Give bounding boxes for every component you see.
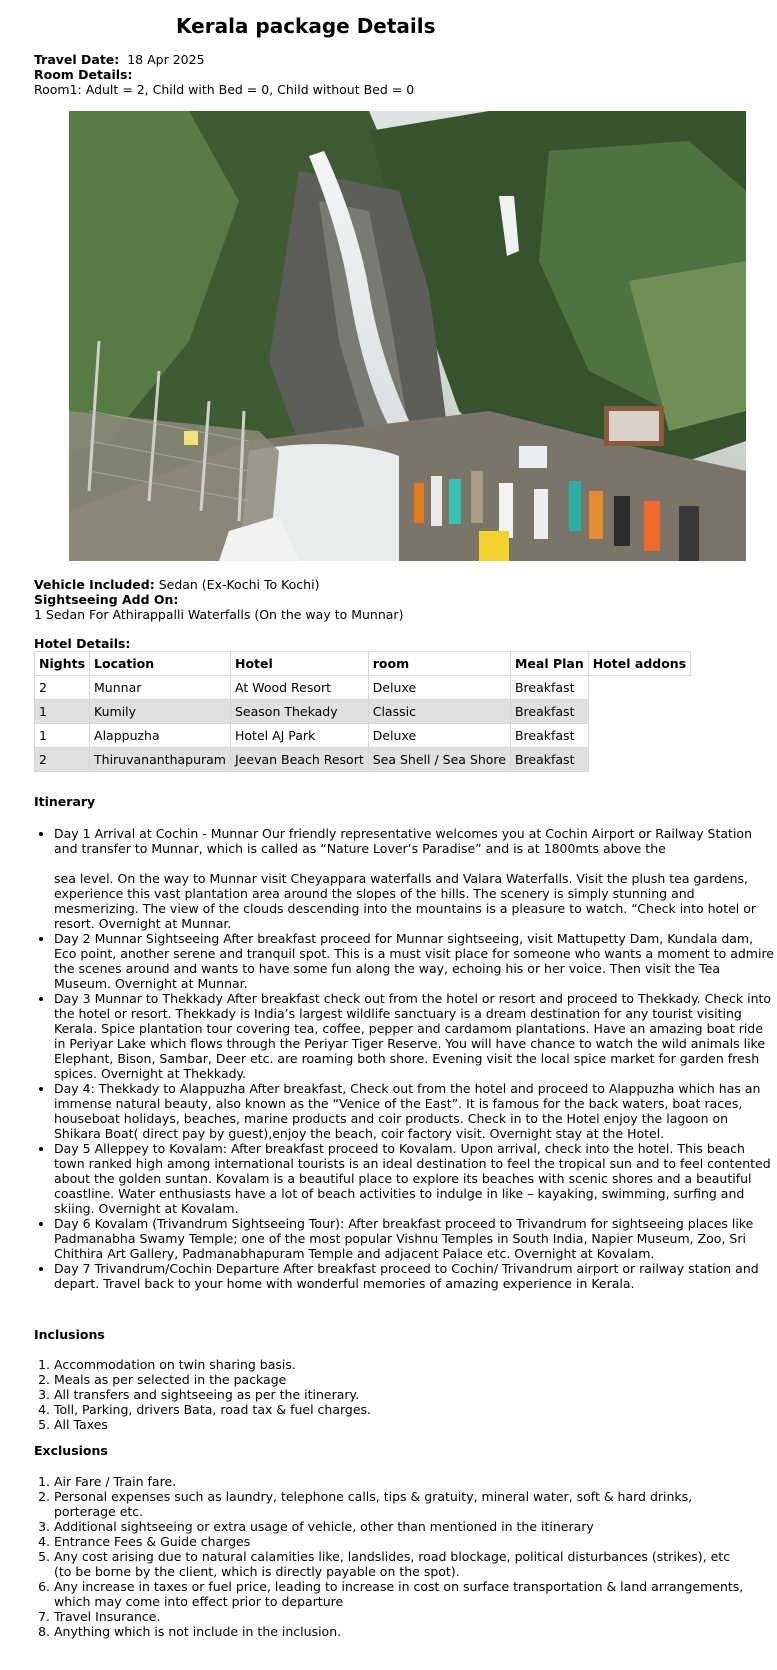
list-item: 2. Personal expenses such as laundry, telephone calls, tips & gratuity, mineral water, soft & hard drinks, porterage etc. [54, 1489, 744, 1519]
table-cell: Breakfast [510, 724, 588, 748]
list-item: • Day 3 Munnar to Thekkady After breakfast check out from the hotel or resort and proceed to Thekkady. Check into the hotel or resort. Thekkady is India’s largest wildlife sanctuary is a dream destination for any tourist visiting Kerala. Spice plantation tour covering tea, coffee, pepper and cardamom plantations. Have an amazing boat ride in Periyar Lake which flows through the Periyar Tiger Reserve. You will have chance to watch the wild animals like Elephant, Bison, Sambar, Deer etc. are roaming both shore. Evening visit the local spice market for garden fresh spices. Overnight at Thekkady. [54, 991, 774, 1081]
list-item: 6. Any increase in taxes or fuel price, leading to increase in cost on surface transportation & land arrangements, which may come into effect prior to departure [54, 1579, 744, 1609]
list-item: • Day 2 Munnar Sightseeing After breakfast proceed for Munnar sightseeing, visit Mattupetty Dam, Kundala dam, Eco point, another serene and tranquil spot. This is a must visit place for someone who wants a moment to admire the scenes around and wants to have some fun along the way, echoing his or her voice. Then visit the Tea Museum. Overnight at Munnar. [54, 931, 774, 991]
itinerary-list [34, 826, 774, 1291]
table-cell [588, 700, 690, 724]
table-cell: Jeevan Beach Resort [231, 748, 369, 772]
list-item: 1. Accommodation on twin sharing basis. [54, 1357, 744, 1372]
hotel-table [34, 651, 691, 772]
table-cell: At Wood Resort [231, 676, 369, 700]
table-cell [588, 724, 690, 748]
table-cell: Breakfast [510, 748, 588, 772]
col-room: room [368, 652, 510, 676]
table-cell: Deluxe [368, 676, 510, 700]
list-item: 1. Air Fare / Train fare. [54, 1474, 744, 1489]
sightseeing-label: Sightseeing Add On: [34, 592, 179, 607]
inclusions-title: Inclusions [34, 1327, 105, 1342]
table-cell: Breakfast [510, 676, 588, 700]
list-item: • Day 7 Trivandrum/Cochin Departure After breakfast proceed to Cochin/ Trivandrum airport or railway station and depart. Travel back to your home with wonderful memories of amazing experience in Kerala. [54, 1261, 774, 1291]
vehicle-section [34, 577, 403, 622]
waterfall-photo [69, 111, 746, 561]
table-cell [588, 676, 690, 700]
list-item: • Day 4: Thekkady to Alappuzha After breakfast, Check out from the hotel and proceed to Alappuzha which has an immense natural beauty, also known as the “Venice of the East”. It is famous for the back waters, boat races, houseboat holidays, beaches, marine products and coir products. Check in to the Hotel enjoy the lagoon on Shikara Boat( direct pay by guest),enjoy the beach, coir factory visit. Overnight stay at the Hotel. [54, 1081, 774, 1141]
col-location: Location [90, 652, 231, 676]
room-details-value: Room1: Adult = 2, Child with Bed = 0, Child without Bed = 0 [34, 82, 415, 97]
table-cell: Classic [368, 700, 510, 724]
table-cell: Season Thekady [231, 700, 369, 724]
table-row [35, 700, 691, 724]
list-item: 4. Toll, Parking, drivers Bata, road tax & fuel charges. [54, 1402, 744, 1417]
list-item: • Day 5 Alleppey to Kovalam: After breakfast proceed to Kovalam. Upon arrival, check into the hotel. This beach town ranked high among international tourists is an ideal destination to feel the tropical sun and to feel contented about the golden suntan. Kovalam is a beautiful place to explore its beaches with scenic shores and a beautiful coastline. Water enthusiasts have a lot of beach activities to indulge in like – kayaking, swimming, surfing and skiing. Overnight at Kovalam. [54, 1141, 774, 1216]
table-cell: Deluxe [368, 724, 510, 748]
travel-date-value: 18 Apr 2025 [127, 52, 205, 67]
col-nights: Nights [35, 652, 90, 676]
table-cell: Breakfast [510, 700, 588, 724]
table-cell: Thiruvananthapuram [90, 748, 231, 772]
list-item: 2. Meals as per selected in the package [54, 1372, 744, 1387]
list-item: 3. Additional sightseeing or extra usage of vehicle, other than mentioned in the itinerary [54, 1519, 744, 1534]
travel-date-line [34, 52, 414, 67]
table-cell: Hotel AJ Park [231, 724, 369, 748]
list-item: 4. Entrance Fees & Guide charges [54, 1534, 744, 1549]
table-row [35, 748, 691, 772]
table-cell [588, 748, 690, 772]
itinerary-day-1-part-1: Day 1 Arrival at Cochin - Munnar Our friendly representative welcomes you at Cochin Airport or Railway Station and transfer to Munnar, which is called as “Nature Lover’s Paradise” and is at 1800mts above the [54, 826, 752, 856]
table-cell: 1 [35, 724, 90, 748]
table-cell: Munnar [90, 676, 231, 700]
table-cell: Kumily [90, 700, 231, 724]
itinerary-title: Itinerary [34, 794, 96, 809]
col-hotel: Hotel [231, 652, 369, 676]
travel-date-label: Travel Date: [34, 52, 120, 67]
list-item: • Day 6 Kovalam (Trivandrum Sightseeing Tour): After breakfast proceed to Trivandrum for sightseeing places like Padmanabha Swamy Temple; one of the most popular Vishnu Temples in South India, Napier Museum, Zoo, Sri Chithira Art Gallery, Padmanabhapuram Temple and adjacent Palace etc. Overnight at Kovalam. [54, 1216, 774, 1261]
list-item: 8. Anything which is not include in the inclusion. [54, 1624, 744, 1639]
hotel-details-title: Hotel Details: [34, 636, 131, 651]
exclusions-title: Exclusions [34, 1443, 108, 1458]
table-row [35, 676, 691, 700]
table-cell: Sea Shell / Sea Shore [368, 748, 510, 772]
table-row [35, 724, 691, 748]
vehicle-label: Vehicle Included: [34, 577, 155, 592]
sightseeing-value: 1 Sedan For Athirappalli Waterfalls (On the way to Munnar) [34, 607, 404, 622]
list-item: 5. Any cost arising due to natural calamities like, landslides, road blockage, political disturbances (strikes), etc (to be borne by the client, which is directly payable on the spot). [54, 1549, 744, 1579]
col-hotel-addons: Hotel addons [588, 652, 690, 676]
table-cell: 2 [35, 748, 90, 772]
itinerary-day-1-part-2: sea level. On the way to Munnar visit Cheyappara waterfalls and Valara Waterfalls. Visit the plush tea gardens, experience this vast plantation area around the slopes of the hills. The scenery is simply stunning and mesmerizing. The view of the clouds descending into the mountains is a pleasure to watch. “Check into hotel or resort. Overnight at Munnar. [54, 871, 757, 931]
table-cell: Alappuzha [90, 724, 231, 748]
list-item: 3. All transfers and sightseeing as per the itinerary. [54, 1387, 744, 1402]
table-cell: 2 [35, 676, 90, 700]
list-item [54, 826, 774, 931]
exclusions-list [34, 1474, 744, 1639]
col-meal-plan: Meal Plan [510, 652, 588, 676]
vehicle-value: Sedan (Ex-Kochi To Kochi) [158, 577, 320, 592]
hotel-table-header [35, 652, 691, 676]
table-cell: 1 [35, 700, 90, 724]
trip-meta [34, 52, 414, 97]
list-item: 5. All Taxes [54, 1417, 744, 1432]
page-title: Kerala package Details [176, 14, 436, 38]
vehicle-line [34, 577, 403, 592]
inclusions-list [34, 1357, 744, 1432]
list-item: 7. Travel Insurance. [54, 1609, 744, 1624]
room-details-label: Room Details: [34, 67, 133, 82]
